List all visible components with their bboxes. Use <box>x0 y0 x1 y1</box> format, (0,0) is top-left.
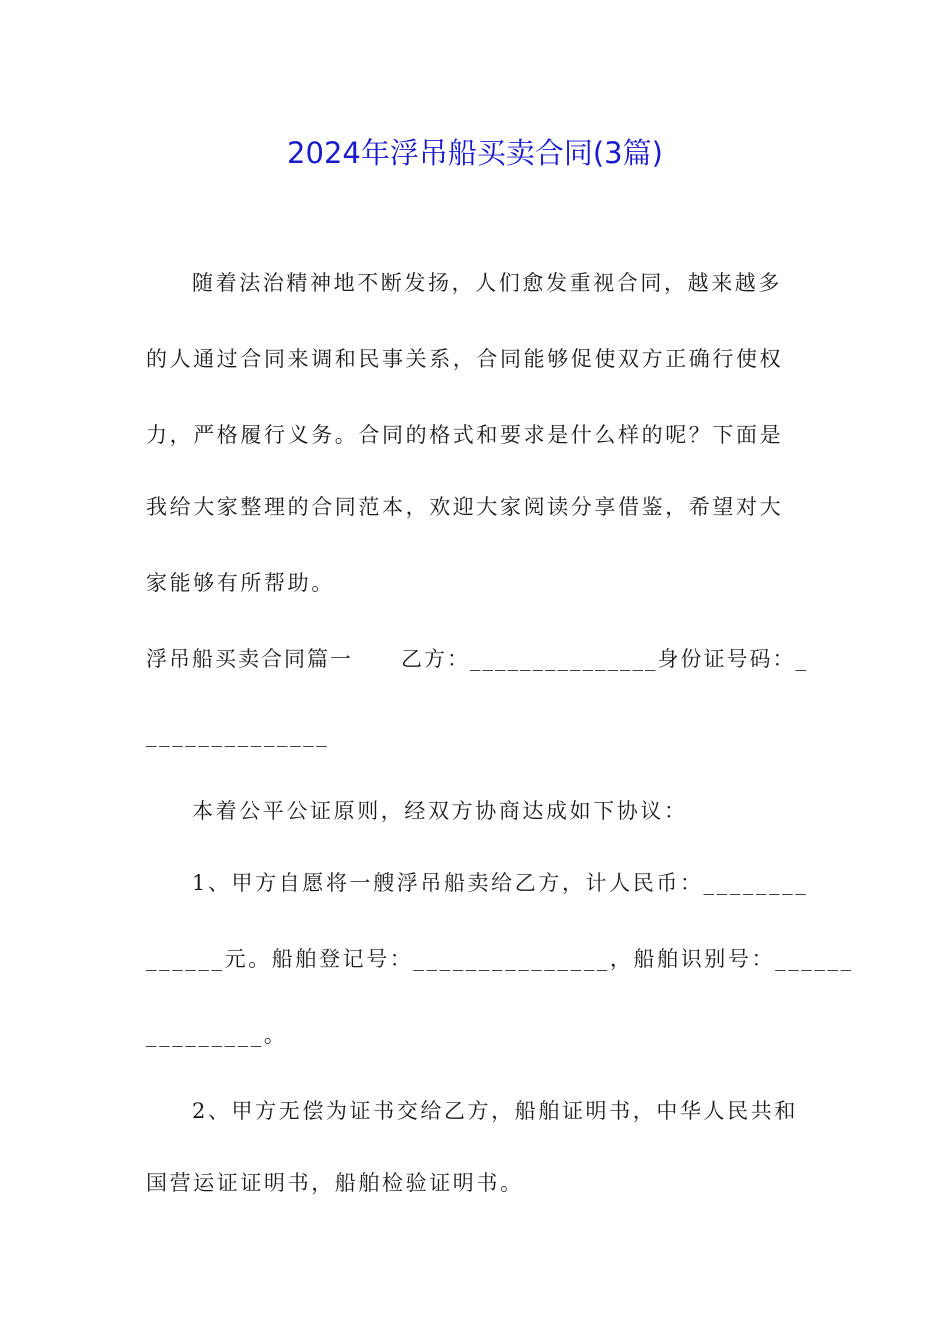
clause-2-line-2: 国营运证证明书，船舶检验证明书。 <box>146 1171 524 1195</box>
intro-line-1: 随着法治精神地不断发扬，人们愈发重视合同，越来越多 <box>192 271 782 295</box>
party-b-continuation: ______________ <box>146 723 330 747</box>
clause-2-line-1: 2、甲方无偿为证书交给乙方，船舶证明书，中华人民共和 <box>192 1099 798 1123</box>
agreement-intro: 本着公平公证原则，经双方协商达成如下协议： <box>192 799 688 823</box>
section-heading: 浮吊船买卖合同篇一 <box>146 647 353 671</box>
intro-line-4: 我给大家整理的合同范本，欢迎大家阅读分享借鉴，希望对大 <box>146 495 784 519</box>
party-b-line: 乙方：_______________身份证号码：_ <box>401 647 808 671</box>
clause-1-line-3: _________。 <box>146 1023 288 1047</box>
intro-line-5: 家能够有所帮助。 <box>146 571 335 595</box>
intro-line-2: 的人通过合同来调和民事关系，合同能够促使双方正确行使权 <box>146 347 784 371</box>
intro-line-3: 力，严格履行义务。合同的格式和要求是什么样的呢？下面是 <box>146 423 784 447</box>
document-title: 2024年浮吊船买卖合同(3篇) <box>287 136 663 170</box>
clause-1-line-2: ______元。船舶登记号：_______________，船舶识别号：______ <box>146 947 854 971</box>
section-heading-row <box>146 644 816 674</box>
clause-1-line-1: 1、甲方自愿将一艘浮吊船卖给乙方，计人民币：________ <box>192 871 809 895</box>
